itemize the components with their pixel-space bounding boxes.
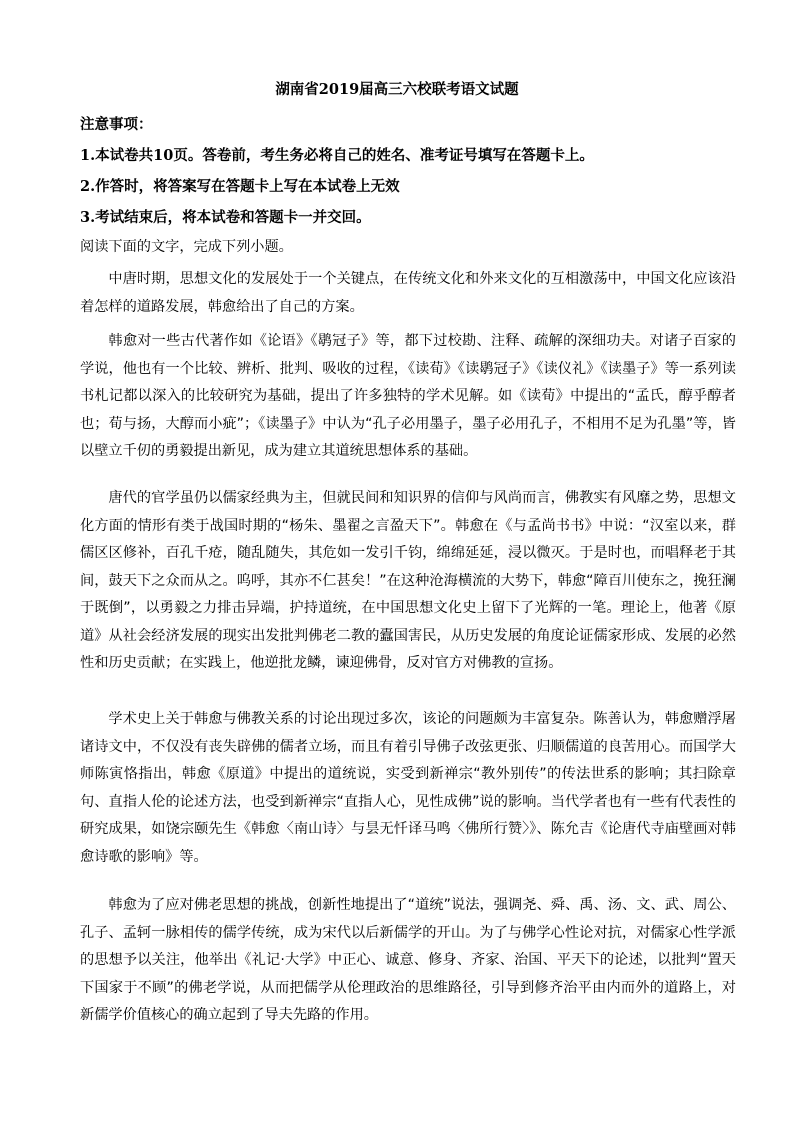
paragraph-3: 唐代的官学虽仍以儒家经典为主，但就民间和知识界的信仰与风尚而言，佛教实有风靡之势，思想文化方面的情形有类于战国时期的“杨朱、墨翟之言盈天下”。韩愈在《与孟尚书书》中说：“汉室以来，群儒区区修补，百孔千疮，随乱随失，其危如一发引千钧，绵绵延延，浸以微灭。于是时也，而唱释老于其间，鼓天下之众而从之。呜呼，其亦不仁甚矣！”在这种沧海横流的大势下，韩愈“障百川使东之，挽狂澜于既倒”，以勇毅之力排击异端，护持道统，在中国思想文化史上留下了光辉的一笔。理论上，他著《原道》从社会经济发展的现实出发批判佛老二教的蠹国害民，从历史发展的角度论证儒家形成、发展的必然性和历史贡献；在实践上，他逆批龙鳞，谏迎佛骨，反对官方对佛教的宣扬。 [80, 490, 736, 671]
notice-item-2: 2.作答时，将答案写在答题卡上写在本试卷上无效 [80, 178, 400, 195]
paragraph-1: 中唐时期，思想文化的发展处于一个关键点，在传统文化和外来文化的互相激荡中，中国文化应该沿着怎样的道路发展，韩愈给出了自己的方案。 [80, 271, 736, 315]
paragraph-2: 韩愈对一些古代著作如《论语》《鹖冠子》等，都下过校勘、注释、疏解的深细功夫。对诸子百家的学说，他也有一个比较、辨析、批判、吸收的过程，《读荀》《读鹖冠子》《读仪礼》《读墨子》等一系列读书札记都以深入的比较研究为基础，提出了许多独特的学术见解。如《读荀》中提出的“孟氏，醇乎醇者也；荀与扬，大醇而小疵”；《读墨子》中认为“孔子必用墨子，墨子必用孔子，不相用不足为孔墨”等，皆以壁立千仞的勇毅提出新见，成为建立其道统思想体系的基础。 [80, 333, 736, 459]
reading-instruction: 阅读下面的文字，完成下列小题。 [80, 239, 293, 255]
notice-heading: 注意事项： [80, 116, 153, 133]
exam-title: 湖南省2019届高三六校联考语文试题 [275, 81, 519, 98]
paragraph-5: 韩愈为了应对佛老思想的挑战，创新性地提出了“道统”说法，强调尧、舜、禹、汤、文、武、周公、孔子、孟轲一脉相传的儒学传统，成为宋代以后新儒学的开山。为了与佛学心性论对抗，对儒家心性学派的思想予以关注，他举出《礼记·大学》中正心、诚意、修身、齐家、治国、平天下的论述，以批判“置天下国家于不顾”的佛老学说，从而把儒学从伦理政治的思维路径，引导到修齐治平由内而外的道路上，对新儒学价值核心的确立起到了导夫先路的作用。 [80, 897, 736, 1023]
notice-item-1: 1.本试卷共10页。答卷前，考生务必将自己的姓名、准考证号填写在答题卡上。 [80, 147, 594, 164]
notice-item-3: 3.考试结束后，将本试卷和答题卡一并交回。 [80, 209, 371, 226]
paragraph-4: 学术史上关于韩愈与佛教关系的讨论出现过多次，该论的问题颇为丰富复杂。陈善认为，韩愈赠浮屠诸诗文中，不仅没有丧失辟佛的儒者立场，而且有着引导佛子改弦更张、归顺儒道的良苦用心。而国学大师陈寅恪指出，韩愈《原道》中提出的道统说，实受到新禅宗“教外别传”的传法世系的影响；其扫除章句、直指人伦的论述方法，也受到新禅宗“直指人心，见性成佛”说的影响。当代学者也有一些有代表性的研究成果，如饶宗颐先生《韩愈〈南山诗〉与昙无忏译马鸣〈佛所行赞〉》、陈允吉《论唐代寺庙壁画对韩愈诗歌的影响》等。 [80, 711, 736, 865]
